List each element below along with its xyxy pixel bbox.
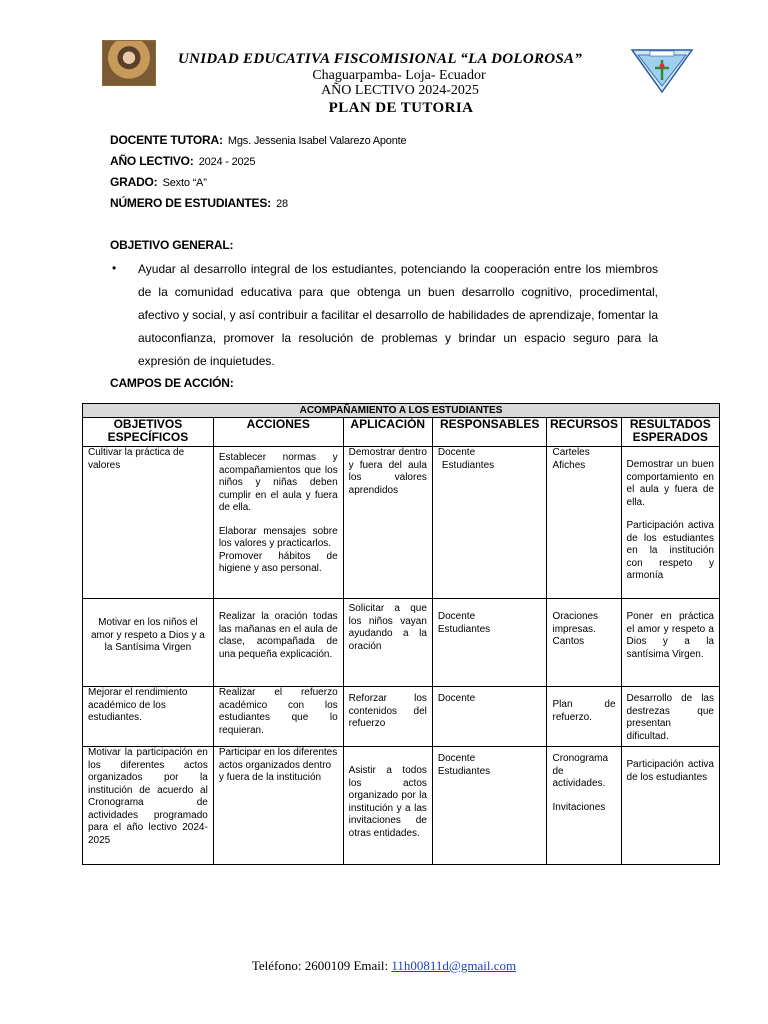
school-location: Chaguarpamba- Loja- Ecuador — [312, 68, 486, 83]
result-text: Participación activa de los estudiantes en la institución con respeto y armonía — [626, 520, 714, 581]
footer-contact — [0, 958, 768, 974]
row-objective: Motivar en los niños el amor y respeto a Dios y a la Santísima Virgen — [83, 599, 214, 687]
info-label: AÑO LECTIVO: — [110, 154, 194, 168]
row-resources — [547, 599, 621, 687]
result-text: Poner en práctica el amor y respeto a Dios y a la santísima Virgen. — [626, 611, 714, 660]
responsible-text: Docente — [437, 611, 476, 622]
action-text: Establecer normas y acompañamientos que los niños y niñas deben cumplir en el aula y fuera de ella. — [218, 452, 338, 513]
header-results: RESULTADOS ESPERADOS — [621, 418, 719, 447]
school-year: AÑO LECTIVO 2024-2025 — [321, 83, 479, 98]
info-school-year — [110, 154, 255, 168]
responsible-text: Estudiantes — [437, 765, 491, 777]
row-application: Demostrar dentro y fuera del aula los valores aprendidos — [343, 447, 432, 599]
resource-text: Afiches — [552, 459, 586, 471]
info-teacher — [110, 133, 406, 147]
responsible-text: Estudiantes — [437, 623, 491, 635]
row-application: Asistir a todos los actos organizado por la institución y a las invitaciones de otras entidades. — [343, 747, 432, 865]
resource-text: Cantos — [552, 636, 585, 647]
table-row — [83, 447, 720, 599]
row-application: Solicitar a que los niños vayan ayudando a la oración — [343, 599, 432, 687]
objective-label: OBJETIVO GENERAL: — [110, 238, 234, 252]
school-name: UNIDAD EDUCATIVA FISCOMISIONAL “LA DOLOROSA” — [178, 51, 583, 67]
row-responsible — [432, 687, 547, 747]
table-row — [83, 747, 720, 865]
table-caption: ACOMPAÑAMIENTO A LOS ESTUDIANTES — [83, 404, 720, 418]
row-objective: Mejorar el rendimiento académico de los estudiantes. — [83, 687, 214, 747]
row-actions — [213, 447, 343, 599]
row-actions — [213, 687, 343, 747]
footer-email-link[interactable]: 11h00811d@gmail.com — [391, 958, 517, 973]
responsible-text: Docente — [437, 753, 476, 764]
fields-label: CAMPOS DE ACCIÓN: — [110, 376, 234, 390]
info-label: DOCENTE TUTORA: — [110, 133, 223, 147]
document-title: PLAN DE TUTORIA — [328, 100, 474, 116]
row-results — [621, 747, 719, 865]
header-responsible: RESPONSABLES — [432, 418, 547, 447]
header-objectives: OBJETIVOS ESPECÍFICOS — [83, 418, 214, 447]
info-value: Sexto “A” — [162, 177, 207, 189]
row-results — [621, 599, 719, 687]
row-application: Reforzar los contenidos del refuerzo — [343, 687, 432, 747]
tutoring-plan-table — [82, 403, 720, 865]
row-responsible — [432, 447, 547, 599]
row-results — [621, 687, 719, 747]
row-responsible — [432, 747, 547, 865]
table-row — [83, 599, 720, 687]
header-resources: RECURSOS — [547, 418, 621, 447]
row-objective: Cultivar la práctica de valores — [83, 447, 214, 599]
action-text: Realizar la oración todas las mañanas en el aula de clase, acompañada de una pequeña explicación. — [218, 611, 338, 660]
info-label: NÚMERO DE ESTUDIANTES: — [110, 196, 271, 210]
objective-text: Ayudar al desarrollo integral de los estudiantes, potenciando la cooperación entre los miembros de la comunidad educativa para que obtenga un buen desarrollo cognitivo, procedimental, afectivo y social, y así contribuir a facilitar el desarrollo de habilidades de aprendizaje, fomentar la autoconfianza, promover la resolución de problemas y brindar un espacio seguro para la expresión de inquietudes. — [138, 262, 658, 368]
row-results — [621, 447, 719, 599]
row-responsible — [432, 599, 547, 687]
header-application: APLICACIÓN — [343, 418, 432, 447]
action-text: Realizar el refuerzo académico con los estudiantes que lo requieran. — [218, 687, 338, 736]
action-text: Promover hábitos de higiene y aso personal. — [218, 550, 338, 574]
resource-text: Plan de refuerzo. — [552, 699, 616, 723]
result-text: Demostrar un buen comportamiento en el aula y fuera de ella. — [626, 459, 714, 508]
row-resources — [547, 747, 621, 865]
responsible-text: Docente — [437, 693, 476, 704]
resource-text: Cronograma de actividades. — [552, 753, 609, 789]
header-actions: ACCIONES — [213, 418, 343, 447]
result-text: Participación activa de los estudiantes — [626, 759, 714, 783]
info-value: 2024 - 2025 — [198, 156, 256, 168]
bullet-icon: • — [112, 261, 117, 275]
resource-text: Carteles — [552, 447, 590, 458]
info-student-count — [110, 196, 288, 210]
row-objective: Motivar la participación en los diferentes actos organizados por la institución de acuerdo al Cronograma de actividades programado para el año lectivo 2024-2025 — [83, 747, 214, 865]
row-actions — [213, 747, 343, 865]
responsible-text: Estudiantes — [441, 459, 495, 471]
action-text: Participar en los diferentes actos organizados dentro y fuera de la institución — [218, 747, 338, 783]
info-label: GRADO: — [110, 175, 158, 189]
result-text: Desarrollo de las destrezas que presentan dificultad. — [626, 693, 714, 742]
table-row — [83, 687, 720, 747]
resource-text: Invitaciones — [552, 801, 606, 813]
row-resources — [547, 687, 621, 747]
row-resources — [547, 447, 621, 599]
action-text: Elaborar mensajes sobre los valores y practicarlos. — [218, 525, 338, 549]
resource-text: Oraciones impresas. — [552, 611, 599, 635]
info-grade — [110, 175, 207, 189]
footer-phone: Teléfono: 2600109 Email: — [251, 958, 389, 973]
responsible-text: Docente — [437, 447, 476, 458]
info-value: Mgs. Jessenia Isabel Valarezo Aponte — [227, 135, 407, 147]
row-actions — [213, 599, 343, 687]
info-value: 28 — [276, 198, 288, 210]
